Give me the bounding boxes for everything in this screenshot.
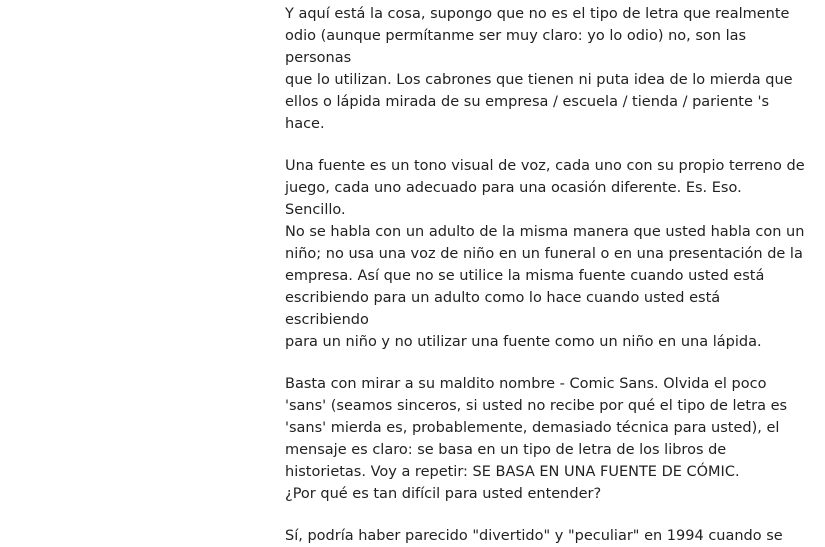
paragraph-4: Sí, podría haber parecido "divertido" y "peculiar" en 1994 cuando se bbox=[285, 528, 783, 544]
paragraph-3: Basta con mirar a su maldito nombre - Comic Sans. Olvida el poco 'sans' (seamos sinceros, si usted no recibe por qué el tipo de letra es 'sans' mierda es, probablemente, demasiado técnica para usted), el mensaje es claro: se basa en un tipo de letra de los libros de historietas. Voy a repetir: SE BASA EN UNA FUENTE DE CÓMIC. ¿Por qué es tan difícil para usted entender? bbox=[285, 376, 788, 502]
paragraph-1: Y aquí está la cosa, supongo que no es el tipo de letra que realmente odio (aunque permítanme ser muy claro: yo lo odio) no, son las personas que lo utilizan. Los cabrones que tienen ni puta idea de lo mierda que ellos o lápida mirada de su empresa / escuela / tienda / pariente 's hace. bbox=[285, 6, 793, 132]
paragraph-2: Una fuente es un tono visual de voz, cada uno con su propio terreno de juego, cada uno adecuado para una ocasión diferente. Es. Eso. Sencillo. No se habla con un adulto de la misma manera que usted habla con un niño; no usa una voz de niño en un funeral o en una presentación de la empresa. Así que no se utilice la misma fuente cuando usted está escribiendo para un adulto como lo hace cuando usted está escribiendo para un niño y no utilizar una fuente como un niño en una lápida. bbox=[285, 158, 805, 350]
